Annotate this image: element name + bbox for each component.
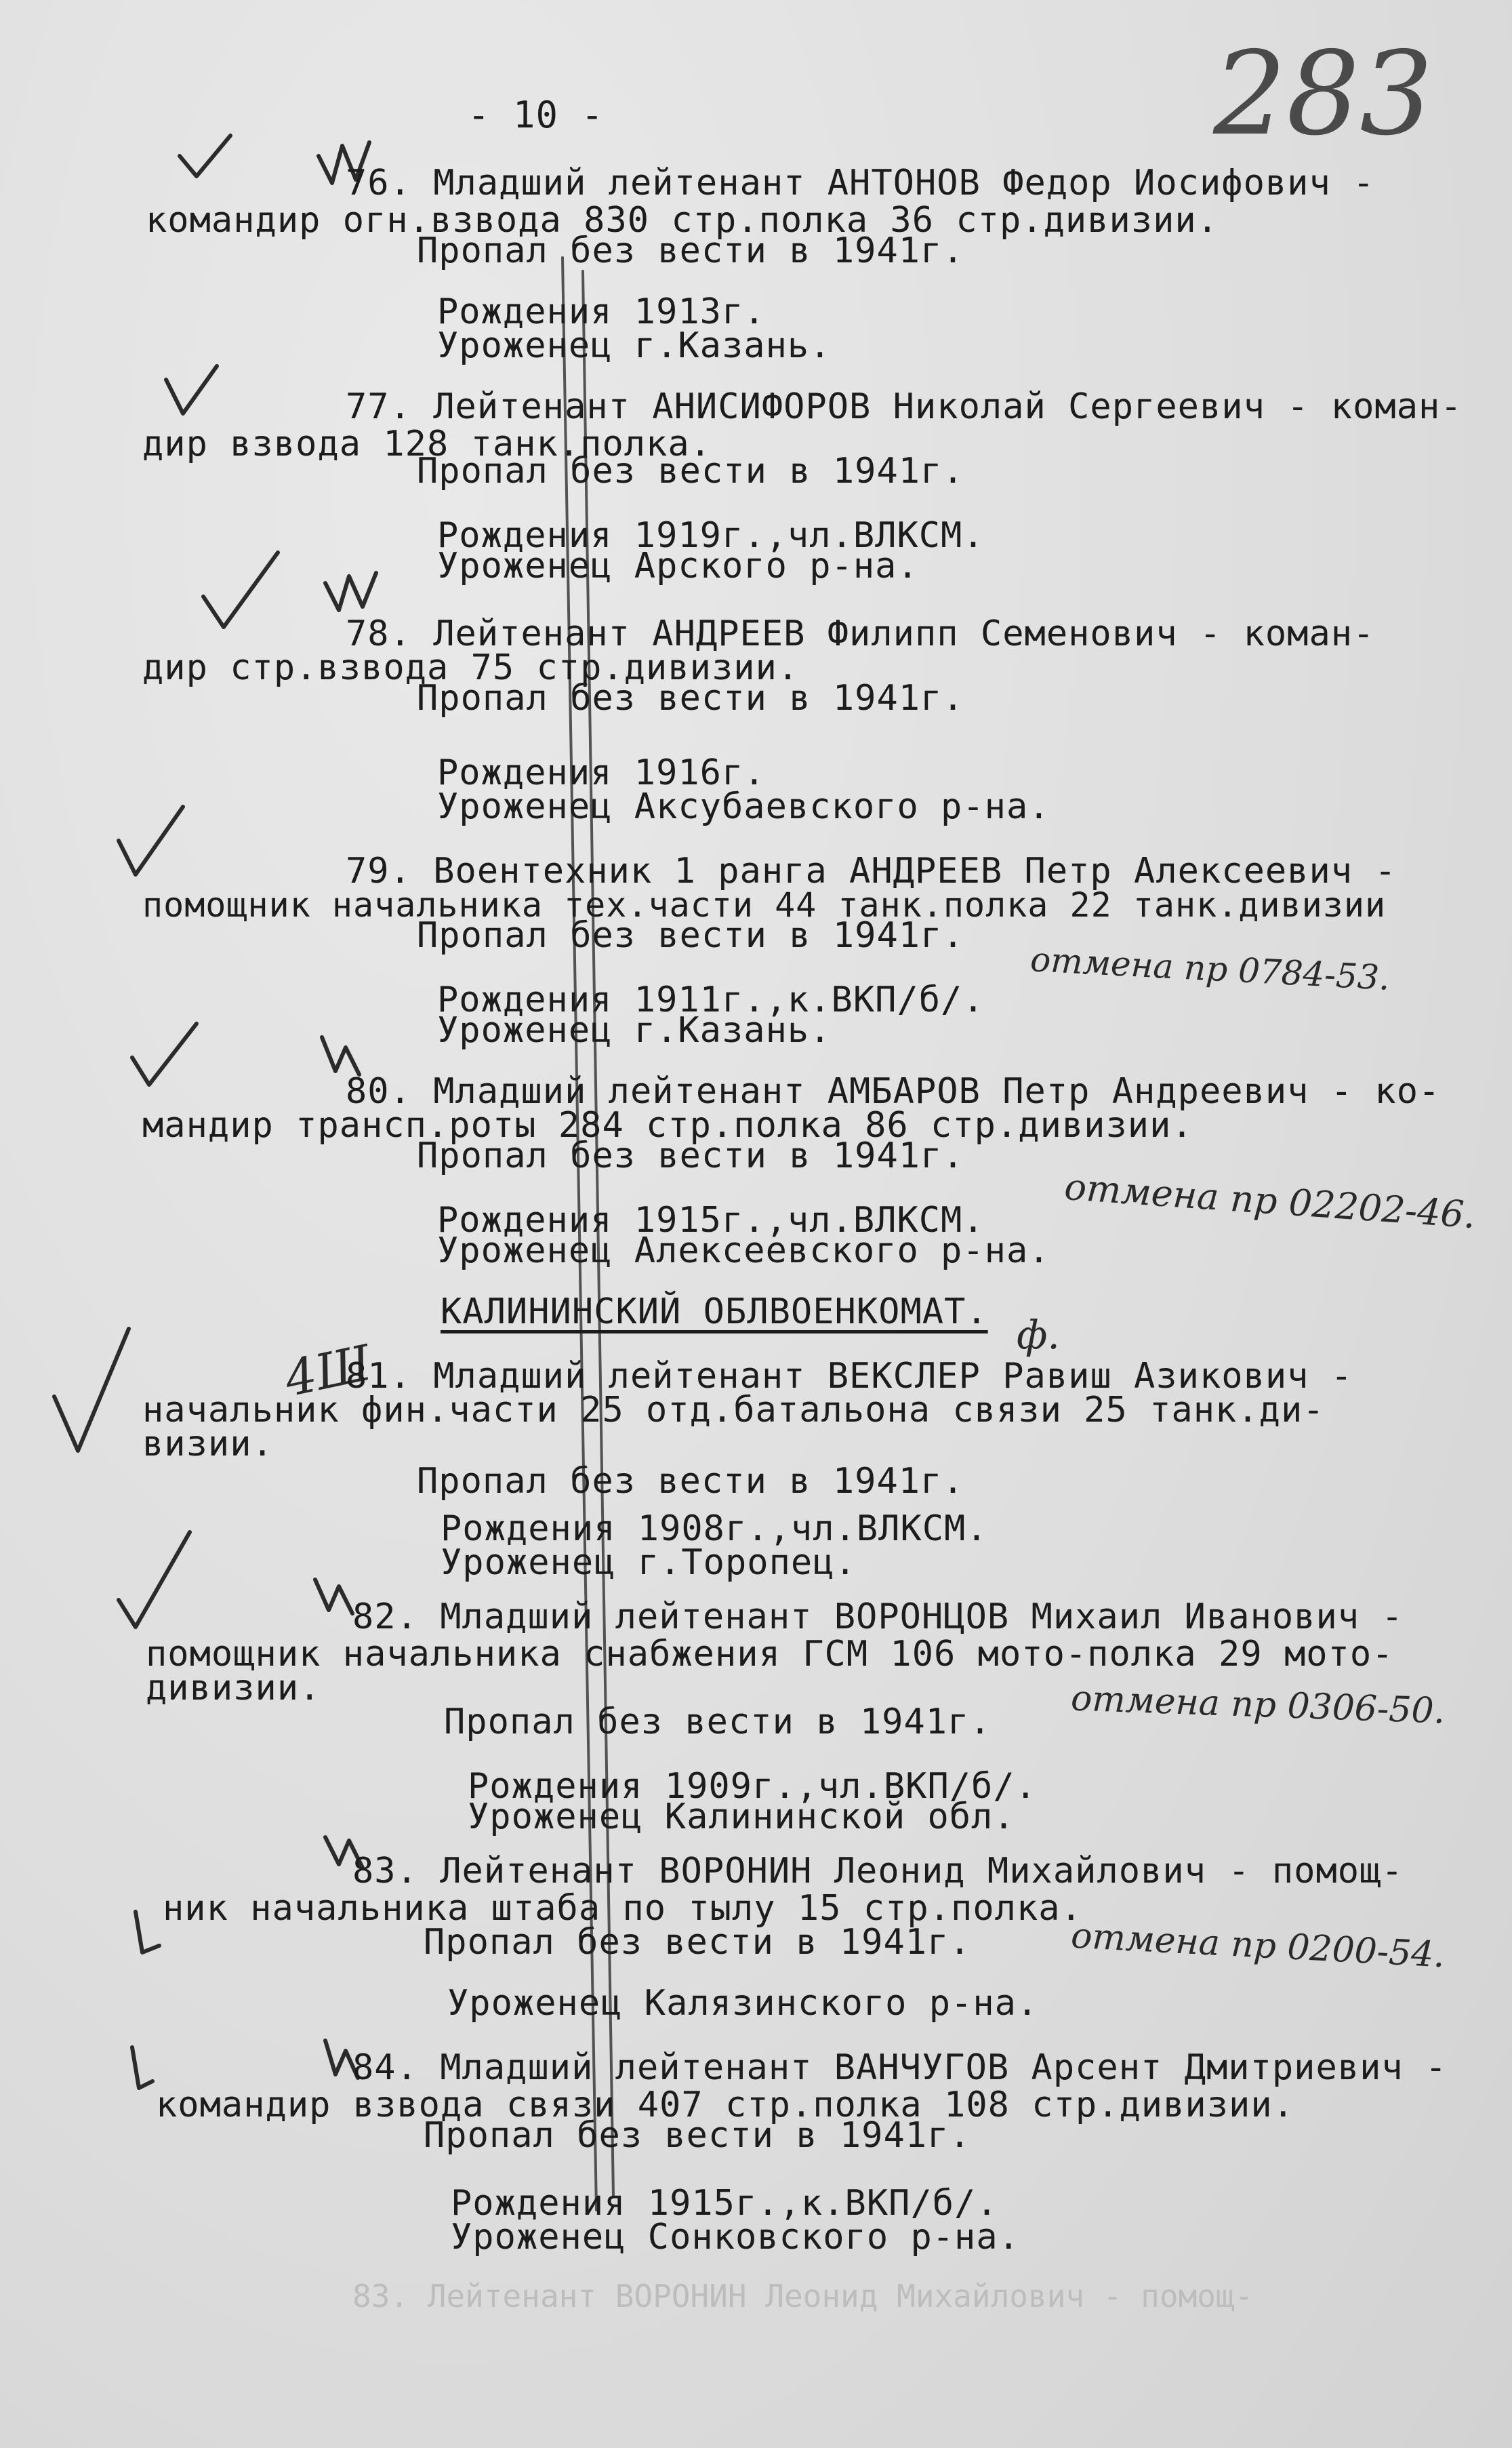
entry-line2: командир взвода связи 407 стр.полка 108 стр.дивизии. [156, 2085, 1294, 2125]
entry-status: Пропал без вести в 1941г. [444, 1702, 992, 1742]
entry-origin: Уроженец Калязинского р-на. [447, 1983, 1039, 2024]
entry-origin: Уроженец Алексеевского р-на. [437, 1230, 1050, 1271]
entry-origin: Уроженец Калининской обл. [468, 1797, 1015, 1837]
entry-origin: Уроженец г.Казань. [437, 325, 832, 366]
handwritten-four-mark: 4Ш [279, 1333, 377, 1408]
entry-line1: 76. Младший лейтенант АНТОНОВ Федор Иосифович - [346, 163, 1375, 203]
entry-line2: помощник начальника тех.части 44 танк.полка 22 танк.дивизии [142, 885, 1387, 925]
entry-status: Пропал без вести в 1941г. [417, 451, 964, 491]
entry-birth: Рождения 1915г.,к.ВКП/б/. [451, 2183, 998, 2224]
entry-line1: 79. Воентехник 1 ранга АНДРЕЕВ Петр Алексеевич - [346, 851, 1397, 891]
entry-status: Пропал без вести в 1941г. [417, 1461, 964, 1502]
entry-birth: Рождения 1909г.,чл.ВКП/б/. [468, 1766, 1037, 1807]
entry-line2: мандир трансп.роты 284 стр.полка 86 стр.дивизии. [142, 1105, 1193, 1146]
entry-line1: 78. Лейтенант АНДРЕЕВ Филипп Семенович - коман- [346, 614, 1375, 654]
entry-line2: ник начальника штаба по тылу 15 стр.полка. [163, 1888, 1082, 1929]
archive-page-number: 283 [1213, 27, 1433, 161]
entry-line1: 83. Лейтенант ВОРОНИН Леонид Михайлович - помощ- [352, 1851, 1404, 1891]
handwritten-cancellation-note: отмена пр 02202-46. [1063, 1165, 1477, 1237]
bleed-through-text: 83. Лейтенант ВОРОНИН Леонид Михайлович - помощ- [352, 2278, 1254, 2314]
page-number: - 10 - [468, 94, 605, 136]
entry-origin: Уроженец Арского р-на. [437, 546, 919, 586]
entry-origin: Уроженец Аксубаевского р-на. [437, 786, 1050, 827]
entry-status: Пропал без вести в 1941г. [424, 1922, 971, 1963]
entry-birth: Рождения 1915г.,чл.ВЛКСМ. [437, 1200, 985, 1241]
entry-status: Пропал без вести в 1941г. [417, 1136, 964, 1176]
handwritten-cancellation-note: отмена пр 0784-53. [1029, 940, 1391, 998]
entry-origin: Уроженец г.Торопец. [441, 1542, 857, 1583]
entry-line3: визии. [142, 1424, 274, 1464]
entry-birth: Рождения 1919г.,чл.ВЛКСМ. [437, 515, 985, 556]
entry-origin: Уроженец г.Казань. [437, 1010, 832, 1051]
entry-status: Пропал без вести в 1941г. [424, 2115, 971, 2156]
entry-line1: 81. Младший лейтенант ВЕКСЛЕР Равиш Азикович - [346, 1356, 1353, 1397]
entry-line1: 82. Младший лейтенант ВОРОНЦОВ Михаил Иванович - [352, 1597, 1404, 1637]
entry-line2: дир взвода 128 танк.полка. [142, 424, 712, 464]
handwritten-cancellation-note: отмена пр 0200-54. [1069, 1915, 1446, 1976]
handwritten-initial: ф. [1017, 1312, 1060, 1358]
entry-status: Пропал без вести в 1941г. [417, 678, 964, 719]
entry-birth: Рождения 1913г. [437, 292, 766, 332]
entry-origin: Уроженец Сонковского р-на. [451, 2217, 1020, 2258]
entry-line3: дивизии. [146, 1668, 321, 1708]
entry-line2: командир огн.взвода 830 стр.полка 36 стр.дивизии. [146, 200, 1219, 241]
entry-birth: Рождения 1908г.,чл.ВЛКСМ. [441, 1508, 988, 1549]
handwritten-cancellation-note: отмена пр 0306-50. [1070, 1678, 1446, 1732]
entry-birth: Рождения 1911г.,к.ВКП/б/. [437, 980, 985, 1020]
entry-birth: Рождения 1916г. [437, 753, 766, 793]
entry-line2: начальник фин.части 25 отд.батальона связи 25 танк.ди- [142, 1390, 1325, 1430]
section-title: КАЛИНИНСКИЙ ОБЛВОЕНКОМАТ. [441, 1291, 988, 1332]
entry-line1: 84. Младший лейтенант ВАНЧУГОВ Арсент Дмитриевич - [352, 2047, 1448, 2088]
entry-line2: помощник начальника снабжения ГСМ 106 мото-полка 29 мото- [146, 1634, 1394, 1674]
entry-status: Пропал без вести в 1941г. [417, 230, 964, 271]
entry-line2: дир стр.взвода 75 стр.дивизии. [142, 647, 800, 688]
entry-status: Пропал без вести в 1941г. [417, 915, 964, 956]
entry-line1: 77. Лейтенант АНИСИФОРОВ Николай Сергеевич - коман- [346, 386, 1463, 427]
entry-line1: 80. Младший лейтенант АМБАРОВ Петр Андреевич - ко- [346, 1071, 1441, 1112]
